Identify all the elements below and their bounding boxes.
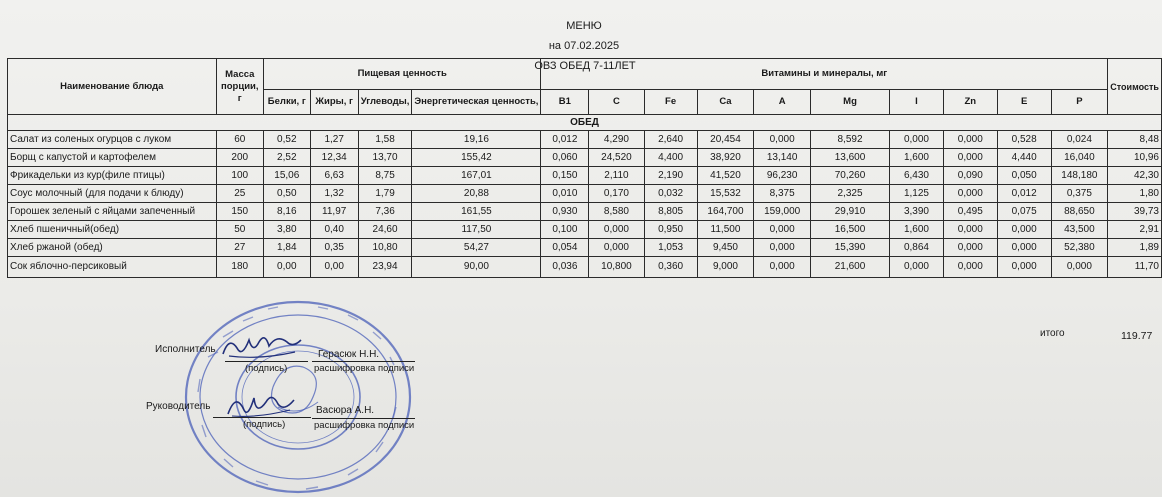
e-cell: 0,000 (997, 257, 1051, 278)
col-mass: Масса порции, г (216, 59, 263, 115)
col-e: E (997, 90, 1051, 115)
b1-cell: 0,012 (541, 131, 589, 149)
dish-name-cell: Сок яблочно-персиковый (8, 257, 217, 278)
ca-cell: 38,920 (697, 149, 754, 167)
energy-cell: 20,88 (412, 185, 541, 203)
fats-cell: 1,27 (310, 131, 358, 149)
proteins-cell: 0,52 (263, 131, 310, 149)
manager-signature-icon (222, 388, 302, 422)
fe-cell: 0,950 (644, 221, 697, 239)
ca-cell: 9,000 (697, 257, 754, 278)
proteins-cell: 8,16 (263, 203, 310, 221)
menu-table (7, 58, 1162, 278)
manager-name: Васюра А.Н. (316, 405, 375, 416)
carbs-cell: 23,94 (358, 257, 412, 278)
mass-cell: 27 (216, 239, 263, 257)
mass-cell: 200 (216, 149, 263, 167)
manager-label: Руководитель (146, 401, 211, 412)
ca-cell: 41,520 (697, 167, 754, 185)
col-fats: Жиры, г (310, 90, 358, 115)
a-cell: 159,000 (754, 203, 811, 221)
mass-cell: 150 (216, 203, 263, 221)
col-proteins: Белки, г (263, 90, 310, 115)
i-cell: 0,000 (890, 257, 944, 278)
col-nutrition-group: Пищевая ценность (263, 59, 541, 90)
fe-cell: 4,400 (644, 149, 697, 167)
total-label: итого (1040, 328, 1065, 339)
b1-cell: 0,036 (541, 257, 589, 278)
fats-cell: 0,40 (310, 221, 358, 239)
total-value: 119.77 (1121, 330, 1153, 342)
executor-label: Исполнитель (155, 344, 216, 355)
i-cell: 1,600 (890, 221, 944, 239)
zn-cell: 0,000 (943, 185, 997, 203)
a-cell: 0,000 (754, 221, 811, 239)
proteins-cell: 0,50 (263, 185, 310, 203)
col-zn: Zn (943, 90, 997, 115)
e-cell: 0,050 (997, 167, 1051, 185)
e-cell: 0,000 (997, 239, 1051, 257)
p-cell: 0,024 (1051, 131, 1108, 149)
a-cell: 0,000 (754, 257, 811, 278)
fats-cell: 1,32 (310, 185, 358, 203)
executor-signature-icon (215, 332, 305, 366)
dish-name-cell: Хлеб пшеничный(обед) (8, 221, 217, 239)
proteins-cell: 2,52 (263, 149, 310, 167)
col-carbs: Углеводы, (358, 90, 412, 115)
col-ca: Ca (697, 90, 754, 115)
proteins-cell: 15,06 (263, 167, 310, 185)
energy-cell: 167,01 (412, 167, 541, 185)
table-row (8, 167, 1162, 185)
energy-cell: 161,55 (412, 203, 541, 221)
fats-cell: 0,35 (310, 239, 358, 257)
col-name: Наименование блюда (8, 59, 217, 115)
mass-cell: 50 (216, 221, 263, 239)
energy-cell: 155,42 (412, 149, 541, 167)
b1-cell: 0,100 (541, 221, 589, 239)
executor-name-line (312, 361, 415, 362)
c-cell: 0,000 (589, 221, 644, 239)
carbs-cell: 1,58 (358, 131, 412, 149)
b1-cell: 0,010 (541, 185, 589, 203)
manager-name-line (312, 418, 415, 419)
manager-sign-caption: (подпись) (243, 419, 286, 430)
p-cell: 88,650 (1051, 203, 1108, 221)
cost-cell: 8,48 (1108, 131, 1162, 149)
dish-name-cell: Борщ с капустой и картофелем (8, 149, 217, 167)
fe-cell: 0,032 (644, 185, 697, 203)
c-cell: 2,110 (589, 167, 644, 185)
e-cell: 4,440 (997, 149, 1051, 167)
dish-name-cell: Салат из соленых огурцов с луком (8, 131, 217, 149)
dish-name-cell: Соус молочный (для подачи к блюду) (8, 185, 217, 203)
a-cell: 96,230 (754, 167, 811, 185)
i-cell: 0,000 (890, 131, 944, 149)
fe-cell: 2,640 (644, 131, 697, 149)
table-row (8, 149, 1162, 167)
e-cell: 0,528 (997, 131, 1051, 149)
zn-cell: 0,000 (943, 239, 997, 257)
e-cell: 0,012 (997, 185, 1051, 203)
carbs-cell: 13,70 (358, 149, 412, 167)
zn-cell: 0,000 (943, 257, 997, 278)
fe-cell: 1,053 (644, 239, 697, 257)
proteins-cell: 0,00 (263, 257, 310, 278)
cost-cell: 2,91 (1108, 221, 1162, 239)
a-cell: 0,000 (754, 131, 811, 149)
b1-cell: 0,150 (541, 167, 589, 185)
cost-cell: 1,80 (1108, 185, 1162, 203)
mg-cell: 13,600 (810, 149, 889, 167)
a-cell: 0,000 (754, 239, 811, 257)
col-p: P (1051, 90, 1108, 115)
p-cell: 16,040 (1051, 149, 1108, 167)
ca-cell: 20,454 (697, 131, 754, 149)
dish-name-cell: Фрикадельки из кур(филе птицы) (8, 167, 217, 185)
executor-name: Герасюк Н.Н. (318, 349, 380, 360)
table-row (8, 221, 1162, 239)
carbs-cell: 7,36 (358, 203, 412, 221)
mass-cell: 60 (216, 131, 263, 149)
c-cell: 4,290 (589, 131, 644, 149)
section-label: ОБЕД (8, 115, 1162, 131)
carbs-cell: 8,75 (358, 167, 412, 185)
col-c: C (589, 90, 644, 115)
cost-cell: 39,73 (1108, 203, 1162, 221)
zn-cell: 0,090 (943, 167, 997, 185)
c-cell: 0,000 (589, 239, 644, 257)
ca-cell: 164,700 (697, 203, 754, 221)
mg-cell: 16,500 (810, 221, 889, 239)
table-row (8, 185, 1162, 203)
e-cell: 0,000 (997, 221, 1051, 239)
proteins-cell: 3,80 (263, 221, 310, 239)
b1-cell: 0,930 (541, 203, 589, 221)
zn-cell: 0,000 (943, 149, 997, 167)
mg-cell: 70,260 (810, 167, 889, 185)
col-energy: Энергетическая ценность, (412, 90, 541, 115)
fe-cell: 2,190 (644, 167, 697, 185)
menu-date: на 07.02.2025 (548, 40, 620, 52)
energy-cell: 90,00 (412, 257, 541, 278)
col-i: I (890, 90, 944, 115)
fats-cell: 0,00 (310, 257, 358, 278)
p-cell: 52,380 (1051, 239, 1108, 257)
col-a: A (754, 90, 811, 115)
b1-cell: 0,054 (541, 239, 589, 257)
fats-cell: 6,63 (310, 167, 358, 185)
cost-cell: 1,89 (1108, 239, 1162, 257)
table-row (8, 257, 1162, 278)
col-mg: Mg (810, 90, 889, 115)
p-cell: 0,000 (1051, 257, 1108, 278)
cost-cell: 10,96 (1108, 149, 1162, 167)
zn-cell: 0,495 (943, 203, 997, 221)
executor-decode-caption: расшифровка подписи (314, 363, 415, 374)
manager-decode-caption: расшифровка подписи (314, 420, 415, 431)
fe-cell: 0,360 (644, 257, 697, 278)
i-cell: 6,430 (890, 167, 944, 185)
col-cost: Стоимость (1108, 59, 1162, 115)
mg-cell: 15,390 (810, 239, 889, 257)
carbs-cell: 1,79 (358, 185, 412, 203)
mg-cell: 2,325 (810, 185, 889, 203)
a-cell: 8,375 (754, 185, 811, 203)
cost-cell: 42,30 (1108, 167, 1162, 185)
p-cell: 148,180 (1051, 167, 1108, 185)
menu-group: ОВЗ ОБЕД 7-11ЛЕТ (534, 60, 636, 72)
dish-name-cell: Горошек зеленый с яйцами запеченный (8, 203, 217, 221)
menu-title: МЕНЮ (566, 20, 602, 32)
zn-cell: 0,000 (943, 131, 997, 149)
i-cell: 1,125 (890, 185, 944, 203)
c-cell: 10,800 (589, 257, 644, 278)
i-cell: 1,600 (890, 149, 944, 167)
p-cell: 0,375 (1051, 185, 1108, 203)
c-cell: 24,520 (589, 149, 644, 167)
dish-name-cell: Хлеб ржаной (обед) (8, 239, 217, 257)
table-row (8, 131, 1162, 149)
zn-cell: 0,000 (943, 221, 997, 239)
i-cell: 0,864 (890, 239, 944, 257)
fats-cell: 11,97 (310, 203, 358, 221)
mg-cell: 21,600 (810, 257, 889, 278)
mg-cell: 29,910 (810, 203, 889, 221)
table-row (8, 239, 1162, 257)
col-vitamins-group: Витамины и минералы, мг (541, 59, 1108, 90)
carbs-cell: 24,60 (358, 221, 412, 239)
col-fe: Fe (644, 90, 697, 115)
col-b1: B1 (541, 90, 589, 115)
proteins-cell: 1,84 (263, 239, 310, 257)
b1-cell: 0,060 (541, 149, 589, 167)
energy-cell: 117,50 (412, 221, 541, 239)
ca-cell: 9,450 (697, 239, 754, 257)
a-cell: 13,140 (754, 149, 811, 167)
executor-sign-caption: (подпись) (245, 363, 288, 374)
mass-cell: 180 (216, 257, 263, 278)
c-cell: 0,170 (589, 185, 644, 203)
mass-cell: 100 (216, 167, 263, 185)
ca-cell: 15,532 (697, 185, 754, 203)
energy-cell: 19,16 (412, 131, 541, 149)
cost-cell: 11,70 (1108, 257, 1162, 278)
p-cell: 43,500 (1051, 221, 1108, 239)
fats-cell: 12,34 (310, 149, 358, 167)
carbs-cell: 10,80 (358, 239, 412, 257)
table-row (8, 203, 1162, 221)
i-cell: 3,390 (890, 203, 944, 221)
mass-cell: 25 (216, 185, 263, 203)
energy-cell: 54,27 (412, 239, 541, 257)
ca-cell: 11,500 (697, 221, 754, 239)
c-cell: 8,580 (589, 203, 644, 221)
e-cell: 0,075 (997, 203, 1051, 221)
fe-cell: 8,805 (644, 203, 697, 221)
mg-cell: 8,592 (810, 131, 889, 149)
